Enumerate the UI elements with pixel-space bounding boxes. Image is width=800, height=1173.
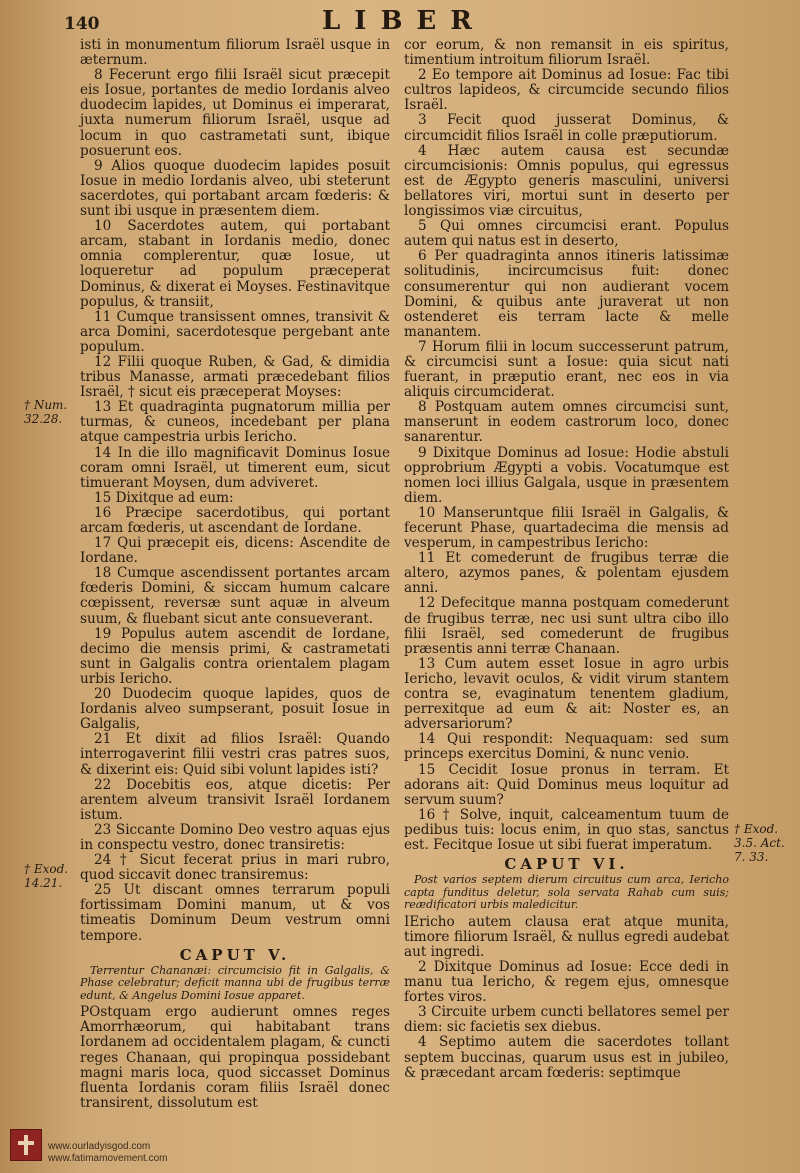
verse: 18 Cumque ascendissent portantes arcam fœderis Domini, & siccam humum calcare cœpissent, reversæ sunt aquæ in alveum suum, & fluebant sicut ante consueverant.	[80, 565, 390, 627]
verse: isti in monumentum filiorum Israël usque in æternum.	[80, 37, 390, 69]
verse: 15 Dixitque ad eum:	[94, 489, 234, 506]
margin-note-exod-3: † Exod. 3.5. Act. 7. 33.	[734, 822, 785, 864]
chapter-v-title: CAPUT V.	[179, 945, 291, 964]
verse: 2 Dixitque Dominus ad Iosue: Ecce dedi in manu tua Iericho, & regem ejus, omnesque fortes viros.	[404, 958, 729, 1006]
right-column	[404, 38, 729, 1081]
chapter-v-opening: POstquam ergo audierunt omnes reges Amorrhæorum, qui habitabant trans Iordanem ad occidentalem plagam, & cuncti reges Chanaan, qui propinqua possidebant magni maris loca, quod siccasset Dominus fluenta Iordanis coram filiis Israël donec transirent, dissolutum est	[80, 1004, 390, 1111]
verse: 3 Fecit quod jusserat Dominus, & circumcidit filios Israël in colle præputiorum.	[404, 112, 729, 144]
verse: 22 Docebitis eos, atque dicetis: Per arentem alveum transivit Israël Iordanem istum.	[80, 776, 390, 823]
verse: 14 In die illo magnificavit Dominus Iosue coram omni Israël, ut timerent eum, sicut timuerant Moysen, dum adviveret.	[80, 444, 390, 491]
page-number: 140	[64, 14, 100, 34]
verse: 12 Filii quoque Ruben, & Gad, & dimidia tribus Manasse, armati præcedebant filios Israël, † sicut eis præceperat Moyses:	[80, 353, 390, 401]
verse: 7 Horum filii in locum successerunt patrum, & circumcisi sunt a Iosue: quia sicut nati fuerant, in præputio erant, nec eos in via aliquis circumciderat.	[404, 338, 729, 401]
verse: IEricho autem clausa erat atque munita, timore filiorum Israël, & nullus egredi audebat aut ingredi.	[404, 913, 729, 960]
running-head: LIBER	[322, 6, 486, 36]
verse: 17 Qui præcepit eis, dicens: Ascendite de Iordane.	[80, 535, 390, 567]
verse: 20 Duodecim quoque lapides, quos de Iordanis alveo sumpserant, posuit Iosue in Galgalis,	[80, 686, 390, 733]
verse: 13 Et quadraginta pugnatorum millia per turmas, & cuneos, incedebant per plana atque campestria urbis Iericho.	[80, 399, 390, 446]
verse: 2 Eo tempore ait Dominus ad Iosue: Fac tibi cultros lapideos, & circumcide secundo filios Israël.	[404, 67, 729, 114]
left-column	[80, 38, 390, 1111]
verse: 5 Qui omnes circumcisi erant. Populus autem qui natus est in deserto,	[404, 218, 729, 250]
chapter-vi-title: CAPUT VI.	[504, 855, 629, 874]
verse: 6 Per quadraginta annos itineris latissimæ solitudinis, incircumcisus fuit: donec consumerentur qui non audierant vocem Domini, & quibus ante juraverat ut non ostenderet eis terram lacte & melle manantem.	[404, 248, 729, 340]
verse: 11 Cumque transissent omnes, transivit & arca Domini, sacerdotesque pergebant ante populum.	[80, 308, 390, 355]
footer-link-fatimamovement[interactable]: www.fatimamovement.com	[48, 1153, 168, 1164]
verse: 4 Septimo autem die sacerdotes tollant septem buccinas, quarum usus est in jubileo, & præcedant arcam fœderis: septimque	[404, 1034, 729, 1081]
verse: 16 † Solve, inquit, calceamentum tuum de pedibus tuis: locus enim, in quo stas, sanctus est. Fecitque Iosue ut sibi fuerat imperatum.	[404, 806, 729, 853]
verse: 11 Et comederunt de frugibus terræ die altero, azymos panes, & polentam ejusdem anni.	[404, 550, 729, 597]
verse: 4 Hæc autem causa est secundæ circumcisionis: Omnis populus, qui egressus est de Ægypto generis masculini, universi bellatores viri, mortui sunt in deserto per longissimos viæ circuitus,	[404, 142, 729, 220]
verse: 15 Cecidit Iosue pronus in terram. Et adorans ait: Quid Dominus meus loquitur ad servum suum?	[404, 761, 729, 808]
verse: cor eorum, & non remansit in eis spiritus, timentium introitum filiorum Israël.	[404, 37, 729, 69]
footer-link-ourladyisgod[interactable]: www.ourladyisgod.com	[48, 1141, 151, 1152]
verse: 10 Sacerdotes autem, qui portabant arcam, stabant in Iordanis medio, donec omnia complerentur, quæ Iosue, ut loqueretur ad populum præceperat Dominus, & dixerat ei Moyses. Festinavitque populus, & transiit,	[80, 218, 390, 310]
chapter-v-summary: Terrentur Chananæi: circumcisio fit in Galgalis, & Phase celebratur; deficit manna ubi de frugibus terræ edunt, & Angelus Domini Iosue apparet.	[80, 963, 390, 1002]
verse: 25 Ut discant omnes terrarum populi fortissimam Domini manum, ut & vos timeatis Dominum Deum vestrum omni tempore.	[80, 882, 390, 944]
verse: 3 Circuite urbem cuncti bellatores semel per diem: sic facietis sex diebus.	[404, 1004, 729, 1036]
verse: 9 Alios quoque duodecim lapides posuit Iosue in medio Iordanis alveo, ubi steterunt sacerdotes, qui portabant arcam fœderis: & sunt ibi usque in præsentem diem.	[80, 157, 390, 220]
margin-note-num: † Num. 32.28.	[24, 398, 68, 426]
verse: 10 Manseruntque filii Israël in Galgalis, & fecerunt Phase, quartadecima die mensis ad vesperum, in campestribus Iericho:	[404, 504, 729, 552]
cross-shield-icon	[11, 1130, 41, 1160]
verse: 23 Siccante Domino Deo vestro aquas ejus in conspectu vestro, donec transiretis:	[80, 821, 390, 853]
verse: 21 Et dixit ad filios Israël: Quando interrogaverint filii vestri cras patres suos, & dixerint eis: Quid sibi volunt lapides isti?	[80, 731, 390, 778]
verse: 19 Populus autem ascendit de Iordane, decimo die mensis primi, & castrametati sunt in Galgalis contra orientalem plagam urbis Iericho.	[80, 625, 390, 687]
verse: 14 Qui respondit: Nequaquam: sed sum princeps exercitus Domini, & nunc venio.	[404, 731, 729, 763]
verse: 16 Præcipe sacerdotibus, qui portant arcam fœderis, ut ascendant de Iordane.	[80, 504, 390, 536]
verse: 9 Dixitque Dominus ad Iosue: Hodie abstuli opprobrium Ægypti a vobis. Vocatumque est nomen loci illius Galgala, usque in præsentem diem.	[404, 444, 729, 506]
verse: 12 Defecitque manna postquam comederunt de frugibus terræ, nec usi sunt ultra cibo illo filii Israël, sed comederunt de frugibus præsentis anni terræ Chanaan.	[404, 595, 729, 657]
verse: 24 † Sicut fecerat prius in mari rubro, quod siccavit donec transiremus:	[80, 852, 390, 884]
site-logo	[10, 1129, 42, 1161]
verse: 8 Postquam autem omnes circumcisi sunt, manserunt in eodem castrorum loco, donec sanarentur.	[404, 399, 729, 446]
margin-note-exod-14: † Exod. 14.21.	[24, 862, 69, 890]
page-header	[0, 8, 800, 38]
footer	[48, 1141, 167, 1165]
verse: 8 Fecerunt ergo filii Israël sicut præcepit eis Iosue, portantes de medio Iordanis alveo duodecim lapides, ut Dominus ei imperarat, juxta numerum filiorum Israël, usque ad locum in quo castrametati sunt, ibique posuerunt eos.	[80, 67, 390, 159]
chapter-vi-summary: Post varios septem dierum circuitus cum arca, Iericho capta funditus deletur, sola servata Rahab cum suis; reædificatori urbis maledicitur.	[404, 873, 729, 912]
verse: 13 Cum autem esset Iosue in agro urbis Iericho, levavit oculos, & vidit virum stantem contra se, evaginatum tenentem gladium, perrexitque ad eum & ait: Noster es, an adversariorum?	[404, 655, 729, 733]
